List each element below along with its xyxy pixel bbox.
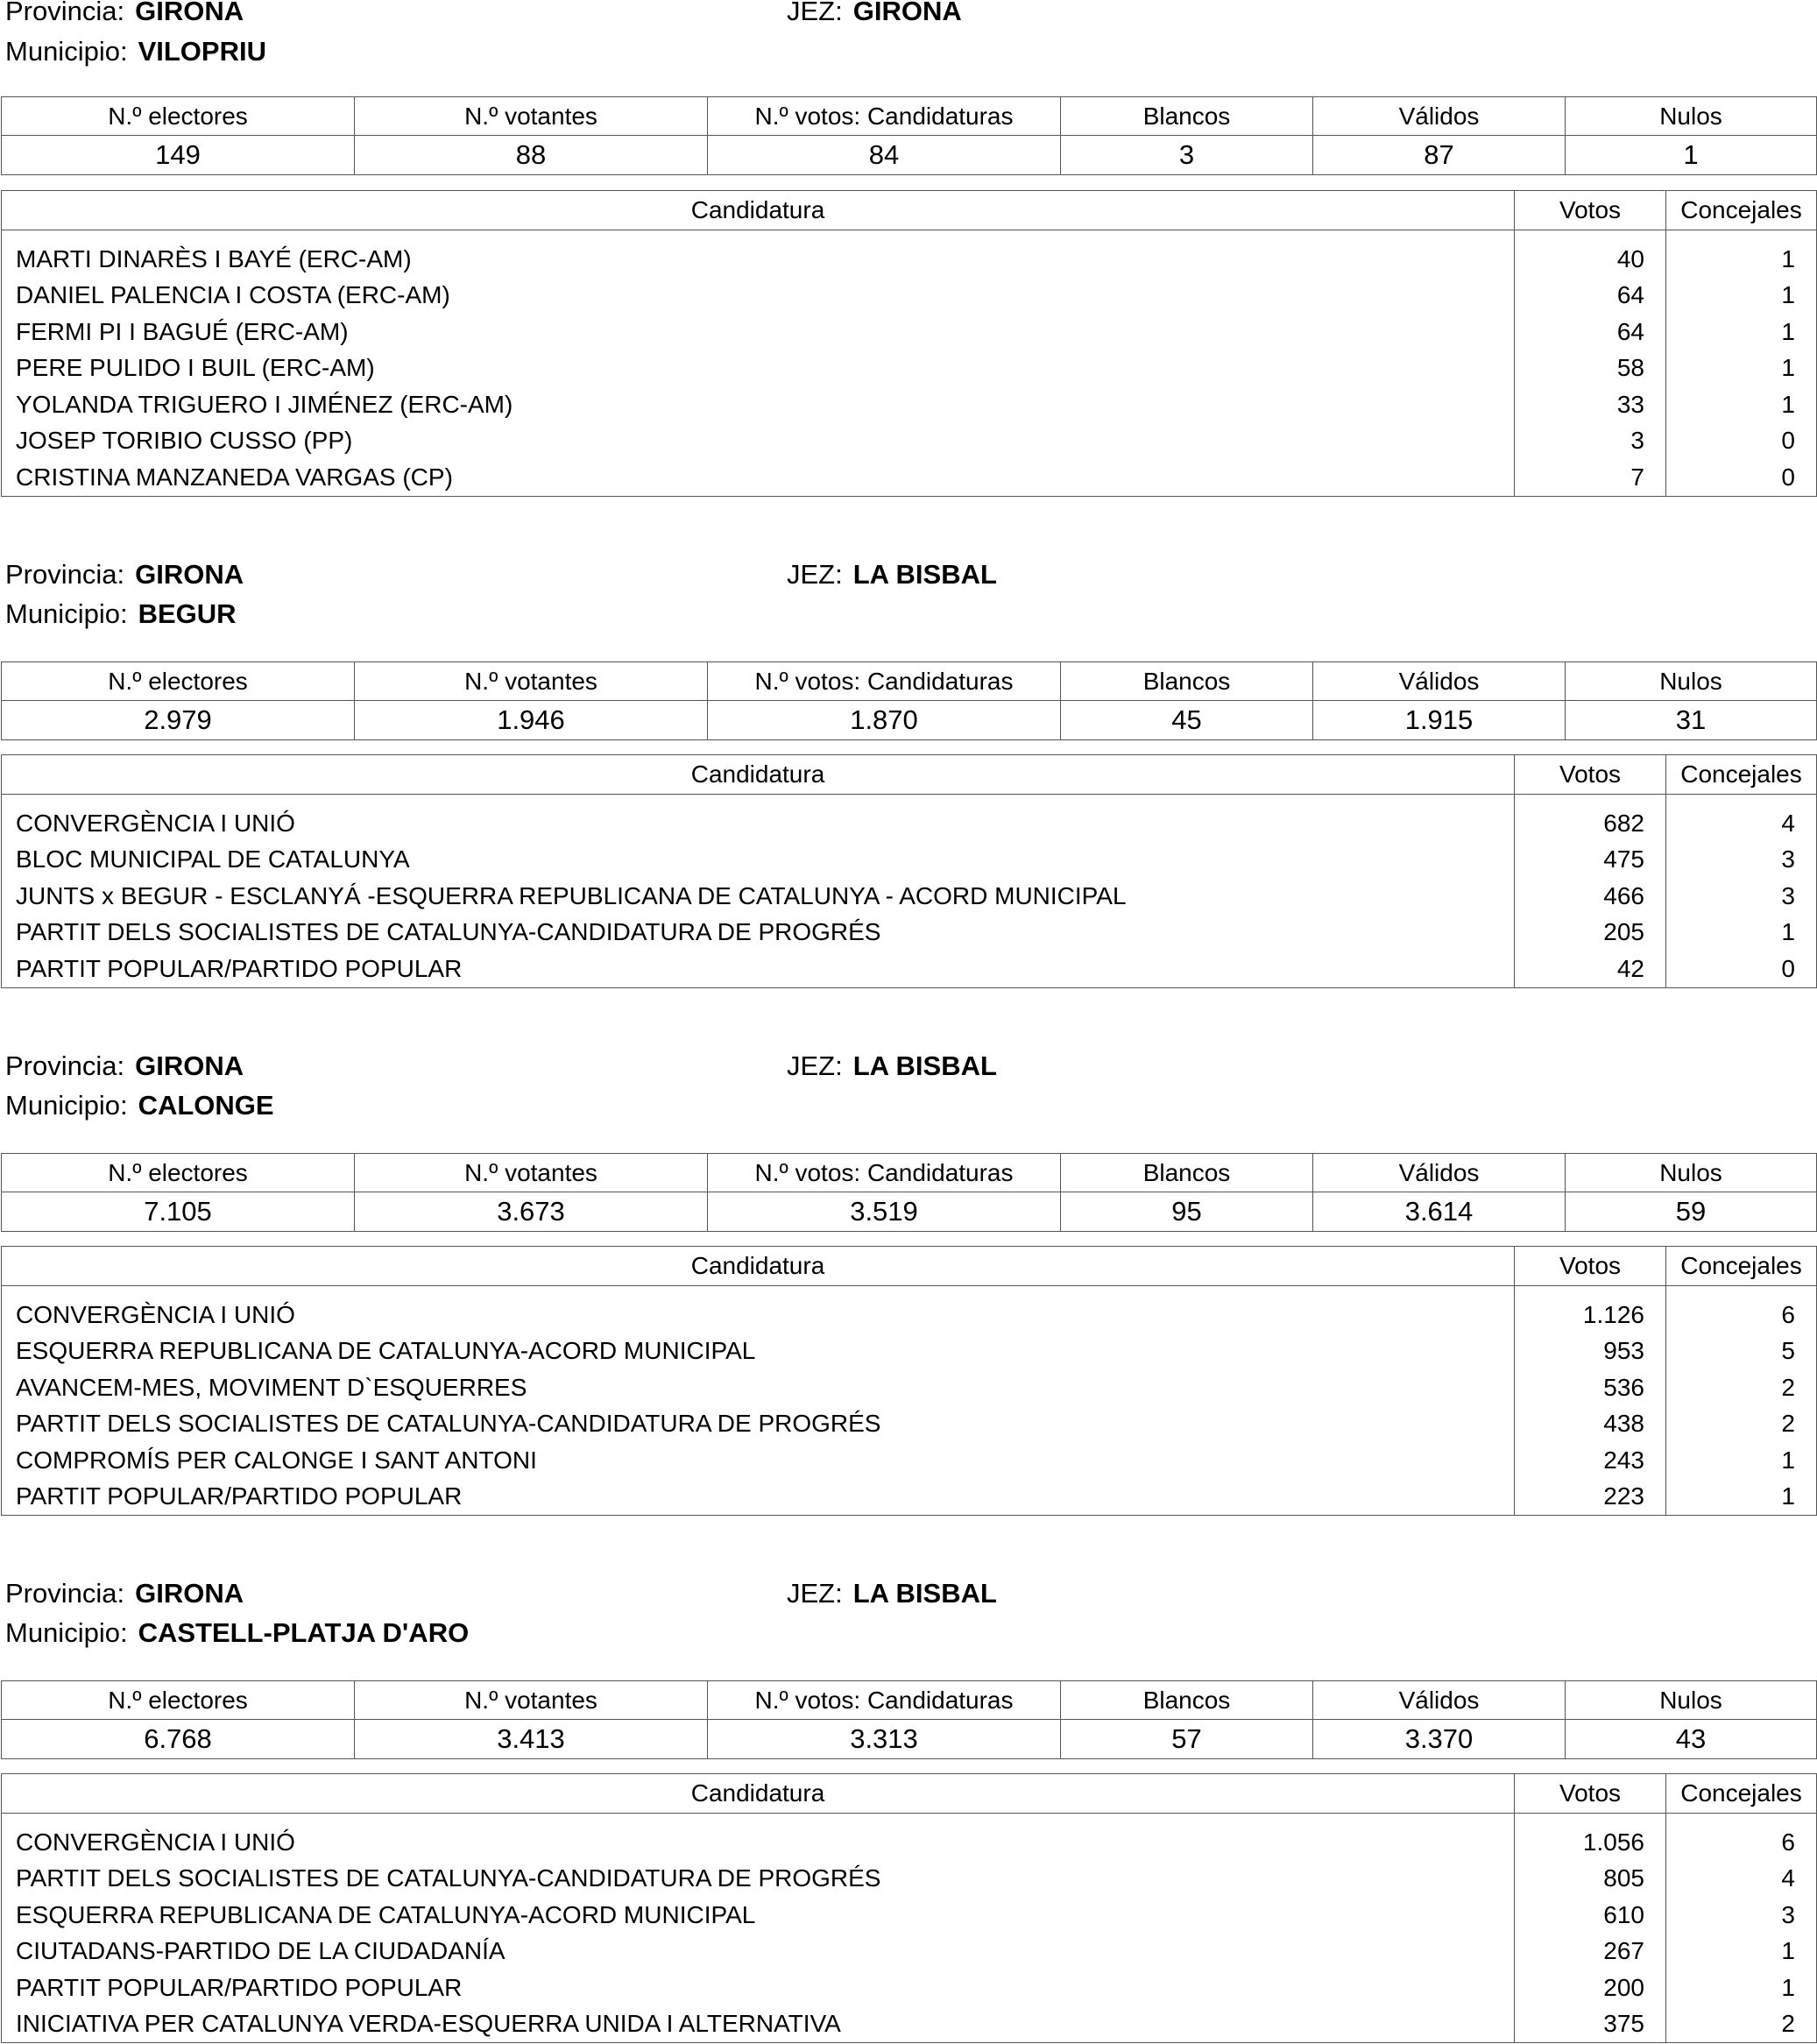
summary-table — [1, 1680, 1817, 1759]
nulos-value: 1 — [1566, 136, 1817, 175]
municipio-value: VILOPRIU — [138, 36, 266, 67]
candidate-votos: 33 — [1515, 386, 1666, 423]
jez-value: LA BISBAL — [852, 1578, 997, 1609]
candidate-votos: 682 — [1515, 795, 1666, 842]
candidate-concejales: 4 — [1666, 795, 1817, 842]
candidate-concejales: 1 — [1666, 1479, 1817, 1516]
candidate-votos: 7 — [1515, 459, 1666, 496]
concejales-header: Concejales — [1666, 191, 1817, 230]
candidate-name: PARTIT POPULAR/PARTIDO POPULAR — [2, 1970, 1515, 2006]
candidate-votos: 64 — [1515, 278, 1666, 315]
candidate-name: ESQUERRA REPUBLICANA DE CATALUNYA-ACORD MUNICIPAL — [2, 1897, 1515, 1934]
votos-candidaturas-value: 3.519 — [708, 1192, 1061, 1232]
votos-candidaturas-header: N.º votos: Candidaturas — [708, 1154, 1061, 1192]
validos-header: Válidos — [1313, 662, 1566, 701]
municipio-value: CALONGE — [138, 1090, 274, 1121]
provincia-value: GIRONA — [135, 559, 244, 590]
validos-value: 1.915 — [1313, 701, 1566, 740]
candidate-concejales: 0 — [1666, 459, 1817, 496]
candidate-name: JUNTS x BEGUR - ESCLANYÁ -ESQUERRA REPUBLICANA DE CATALUNYA - ACORD MUNICIPAL — [2, 878, 1515, 915]
candidate-name: COMPROMÍS PER CALONGE I SANT ANTONI — [2, 1442, 1515, 1479]
candidate-row — [2, 278, 1817, 315]
candidate-votos: 205 — [1515, 915, 1666, 951]
candidates-table — [1, 1773, 1817, 2043]
candidate-name: CONVERGÈNCIA I UNIÓ — [2, 795, 1515, 842]
votos-header: Votos — [1515, 755, 1666, 795]
jez-line — [787, 1050, 997, 1082]
candidate-concejales: 2 — [1666, 1406, 1817, 1443]
candidate-row — [2, 878, 1817, 915]
blancos-header: Blancos — [1061, 97, 1313, 136]
blancos-header: Blancos — [1061, 1681, 1313, 1720]
jez-label: JEZ: — [787, 559, 843, 590]
provincia-line — [5, 1050, 244, 1082]
candidate-votos: 223 — [1515, 1479, 1666, 1516]
votos-candidaturas-value: 3.313 — [708, 1720, 1061, 1759]
candidate-name: PARTIT POPULAR/PARTIDO POPULAR — [2, 1479, 1515, 1516]
validos-value: 3.614 — [1313, 1192, 1566, 1232]
candidate-row — [2, 314, 1817, 350]
electores-header: N.º electores — [2, 1681, 355, 1720]
municipio-line — [5, 1090, 274, 1121]
provincia-line — [5, 0, 244, 27]
municipio-label: Municipio: — [5, 1617, 128, 1648]
blancos-header: Blancos — [1061, 1154, 1313, 1192]
jez-label: JEZ: — [787, 1050, 843, 1081]
candidate-concejales: 6 — [1666, 1814, 1817, 1861]
blancos-value: 45 — [1061, 701, 1313, 740]
votantes-header: N.º votantes — [355, 662, 708, 701]
candidate-votos: 536 — [1515, 1369, 1666, 1406]
candidate-concejales: 1 — [1666, 386, 1817, 423]
candidate-concejales: 1 — [1666, 915, 1817, 951]
jez-value: LA BISBAL — [852, 1050, 997, 1081]
municipio-line — [5, 36, 266, 67]
candidate-name: YOLANDA TRIGUERO I JIMÉNEZ (ERC-AM) — [2, 386, 1515, 423]
electores-value: 7.105 — [2, 1192, 355, 1232]
nulos-header: Nulos — [1566, 662, 1817, 701]
candidate-row — [2, 1814, 1817, 1861]
candidatura-header: Candidatura — [2, 755, 1515, 795]
municipio-value: CASTELL-PLATJA D'ARO — [138, 1617, 470, 1648]
candidate-name: INICIATIVA PER CATALUNYA VERDA-ESQUERRA UNIDA I ALTERNATIVA — [2, 2006, 1515, 2043]
candidate-votos: 1.056 — [1515, 1814, 1666, 1861]
candidate-concejales: 2 — [1666, 2006, 1817, 2043]
jez-label: JEZ: — [787, 0, 843, 26]
candidate-votos: 475 — [1515, 842, 1666, 879]
candidate-votos: 953 — [1515, 1333, 1666, 1370]
nulos-header: Nulos — [1566, 97, 1817, 136]
candidate-votos: 64 — [1515, 314, 1666, 350]
candidates-table — [1, 1246, 1817, 1516]
candidate-row — [2, 2006, 1817, 2043]
candidate-name: PERE PULIDO I BUIL (ERC-AM) — [2, 350, 1515, 387]
votantes-header: N.º votantes — [355, 1154, 708, 1192]
validos-value: 87 — [1313, 136, 1566, 175]
candidate-name: JOSEP TORIBIO CUSSO (PP) — [2, 423, 1515, 460]
nulos-value: 59 — [1566, 1192, 1817, 1232]
blancos-value: 57 — [1061, 1720, 1313, 1759]
candidate-row — [2, 1333, 1817, 1370]
concejales-header: Concejales — [1666, 755, 1817, 795]
candidate-row — [2, 951, 1817, 987]
candidate-name: DANIEL PALENCIA I COSTA (ERC-AM) — [2, 278, 1515, 315]
electores-value: 6.768 — [2, 1720, 355, 1759]
jez-value: LA BISBAL — [852, 559, 997, 590]
candidate-row — [2, 1479, 1817, 1516]
summary-table — [1, 661, 1817, 740]
candidate-row — [2, 350, 1817, 387]
candidate-name: CONVERGÈNCIA I UNIÓ — [2, 1286, 1515, 1333]
provincia-value: GIRONA — [135, 0, 244, 26]
votos-candidaturas-header: N.º votos: Candidaturas — [708, 1681, 1061, 1720]
candidate-votos: 267 — [1515, 1934, 1666, 1970]
candidates-table — [1, 754, 1817, 988]
concejales-header: Concejales — [1666, 1247, 1817, 1286]
candidate-concejales: 2 — [1666, 1369, 1817, 1406]
candidate-name: AVANCEM-MES, MOVIMENT D`ESQUERRES — [2, 1369, 1515, 1406]
electores-value: 149 — [2, 136, 355, 175]
jez-line — [787, 0, 962, 27]
candidate-votos: 243 — [1515, 1442, 1666, 1479]
candidate-votos: 200 — [1515, 1970, 1666, 2006]
electores-header: N.º electores — [2, 97, 355, 136]
municipio-value: BEGUR — [138, 598, 237, 629]
candidate-name: PARTIT DELS SOCIALISTES DE CATALUNYA-CANDIDATURA DE PROGRÉS — [2, 1406, 1515, 1443]
candidate-concejales: 5 — [1666, 1333, 1817, 1370]
provincia-line — [5, 1578, 244, 1609]
blancos-value: 95 — [1061, 1192, 1313, 1232]
candidate-row — [2, 459, 1817, 496]
jez-line — [787, 559, 997, 591]
validos-header: Válidos — [1313, 1154, 1566, 1192]
jez-value: GIRONA — [852, 0, 962, 26]
candidate-concejales: 4 — [1666, 1861, 1817, 1898]
candidate-row — [2, 1442, 1817, 1479]
provincia-line — [5, 559, 244, 591]
provincia-label: Provincia: — [5, 559, 125, 590]
electores-value: 2.979 — [2, 701, 355, 740]
candidate-concejales: 1 — [1666, 1934, 1817, 1970]
votos-header: Votos — [1515, 1774, 1666, 1814]
candidate-votos: 3 — [1515, 423, 1666, 460]
summary-table — [1, 96, 1817, 175]
validos-header: Válidos — [1313, 97, 1566, 136]
candidate-concejales: 0 — [1666, 951, 1817, 987]
candidate-row — [2, 1861, 1817, 1898]
provincia-value: GIRONA — [135, 1050, 244, 1081]
candidate-name: CONVERGÈNCIA I UNIÓ — [2, 1814, 1515, 1861]
candidate-concejales: 1 — [1666, 1970, 1817, 2006]
votos-header: Votos — [1515, 191, 1666, 230]
candidate-row — [2, 1286, 1817, 1333]
candidate-votos: 610 — [1515, 1897, 1666, 1934]
candidate-row — [2, 1406, 1817, 1443]
municipio-line — [5, 598, 237, 630]
municipio-label: Municipio: — [5, 1090, 128, 1121]
votantes-header: N.º votantes — [355, 97, 708, 136]
candidate-name: MARTI DINARÈS I BAYÉ (ERC-AM) — [2, 230, 1515, 278]
electores-header: N.º electores — [2, 1154, 355, 1192]
votantes-value: 3.673 — [355, 1192, 708, 1232]
candidate-row — [2, 1369, 1817, 1406]
candidatura-header: Candidatura — [2, 1247, 1515, 1286]
candidate-votos: 58 — [1515, 350, 1666, 387]
candidate-concejales: 1 — [1666, 314, 1817, 350]
candidate-row — [2, 1934, 1817, 1970]
candidate-name: BLOC MUNICIPAL DE CATALUNYA — [2, 842, 1515, 879]
candidate-concejales: 1 — [1666, 278, 1817, 315]
candidate-name: CIUTADANS-PARTIDO DE LA CIUDADANÍA — [2, 1934, 1515, 1970]
validos-value: 3.370 — [1313, 1720, 1566, 1759]
nulos-header: Nulos — [1566, 1681, 1817, 1720]
candidate-row — [2, 1970, 1817, 2006]
candidate-votos: 42 — [1515, 951, 1666, 987]
provincia-label: Provincia: — [5, 1578, 125, 1609]
candidate-name: FERMI PI I BAGUÉ (ERC-AM) — [2, 314, 1515, 350]
nulos-header: Nulos — [1566, 1154, 1817, 1192]
candidate-row — [2, 230, 1817, 278]
municipio-label: Municipio: — [5, 36, 128, 67]
candidate-votos: 40 — [1515, 230, 1666, 278]
nulos-value: 43 — [1566, 1720, 1817, 1759]
jez-line — [787, 1578, 997, 1609]
candidate-row — [2, 1897, 1817, 1934]
votos-candidaturas-header: N.º votos: Candidaturas — [708, 97, 1061, 136]
candidate-concejales: 3 — [1666, 878, 1817, 915]
municipio-label: Municipio: — [5, 598, 128, 629]
votantes-header: N.º votantes — [355, 1681, 708, 1720]
candidate-name: CRISTINA MANZANEDA VARGAS (CP) — [2, 459, 1515, 496]
candidate-row — [2, 795, 1817, 842]
votantes-value: 1.946 — [355, 701, 708, 740]
candidate-concejales: 1 — [1666, 350, 1817, 387]
summary-table — [1, 1153, 1817, 1232]
nulos-value: 31 — [1566, 701, 1817, 740]
candidate-concejales: 0 — [1666, 423, 1817, 460]
blancos-value: 3 — [1061, 136, 1313, 175]
candidate-row — [2, 842, 1817, 879]
candidate-row — [2, 386, 1817, 423]
candidate-name: PARTIT DELS SOCIALISTES DE CATALUNYA-CANDIDATURA DE PROGRÉS — [2, 1861, 1515, 1898]
candidate-row — [2, 915, 1817, 951]
votos-candidaturas-value: 1.870 — [708, 701, 1061, 740]
votos-candidaturas-value: 84 — [708, 136, 1061, 175]
provincia-value: GIRONA — [135, 1578, 244, 1609]
candidate-votos: 375 — [1515, 2006, 1666, 2043]
jez-label: JEZ: — [787, 1578, 843, 1609]
candidate-votos: 1.126 — [1515, 1286, 1666, 1333]
votantes-value: 88 — [355, 136, 708, 175]
candidatura-header: Candidatura — [2, 191, 1515, 230]
candidate-votos: 805 — [1515, 1861, 1666, 1898]
candidate-votos: 438 — [1515, 1406, 1666, 1443]
candidate-concejales: 3 — [1666, 842, 1817, 879]
candidate-concejales: 1 — [1666, 230, 1817, 278]
candidate-concejales: 3 — [1666, 1897, 1817, 1934]
candidatura-header: Candidatura — [2, 1774, 1515, 1814]
votos-header: Votos — [1515, 1247, 1666, 1286]
municipio-line — [5, 1617, 469, 1649]
candidate-name: ESQUERRA REPUBLICANA DE CATALUNYA-ACORD MUNICIPAL — [2, 1333, 1515, 1370]
candidates-table — [1, 190, 1817, 497]
electores-header: N.º electores — [2, 662, 355, 701]
votos-candidaturas-header: N.º votos: Candidaturas — [708, 662, 1061, 701]
candidate-concejales: 6 — [1666, 1286, 1817, 1333]
provincia-label: Provincia: — [5, 0, 125, 26]
validos-header: Válidos — [1313, 1681, 1566, 1720]
candidate-votos: 466 — [1515, 878, 1666, 915]
provincia-label: Provincia: — [5, 1050, 125, 1081]
candidate-row — [2, 423, 1817, 460]
candidate-name: PARTIT DELS SOCIALISTES DE CATALUNYA-CANDIDATURA DE PROGRÉS — [2, 915, 1515, 951]
blancos-header: Blancos — [1061, 662, 1313, 701]
candidate-name: PARTIT POPULAR/PARTIDO POPULAR — [2, 951, 1515, 987]
candidate-concejales: 1 — [1666, 1442, 1817, 1479]
concejales-header: Concejales — [1666, 1774, 1817, 1814]
votantes-value: 3.413 — [355, 1720, 708, 1759]
